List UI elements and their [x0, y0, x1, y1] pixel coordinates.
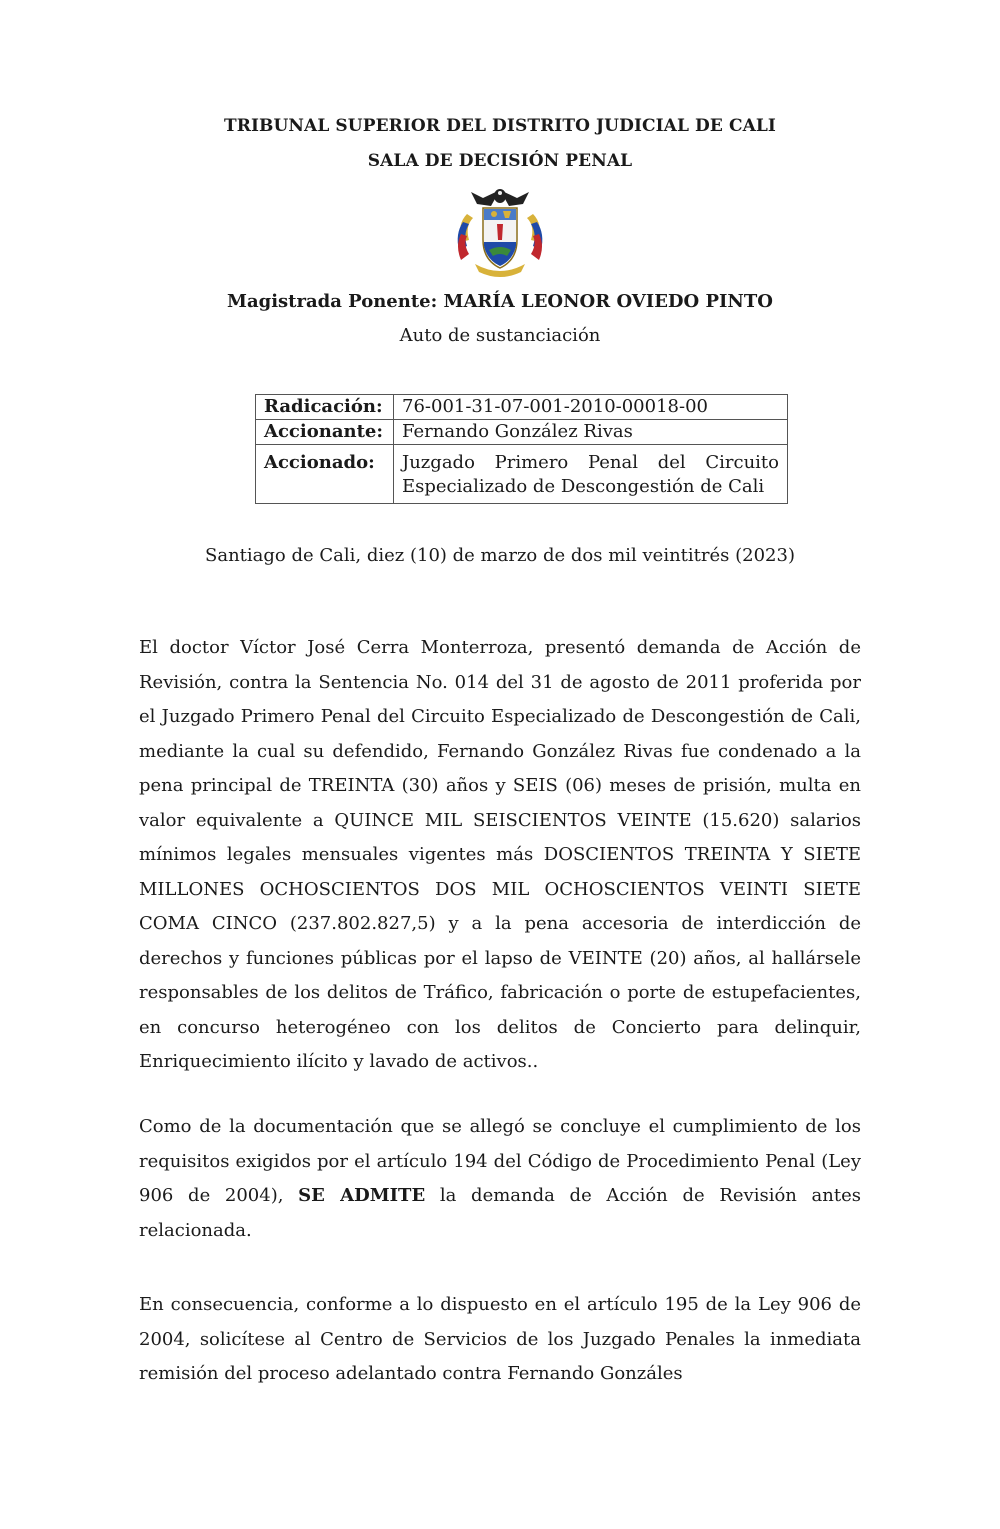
- colombia-coat-of-arms-icon: [447, 184, 553, 280]
- paragraph-consequence: En consecuencia, conforme a lo dispuesto en el artículo 195 de la Ley 906 de 2004, solicítese al Centro de Servicios de los Juzgado Penales la inmediata remisión del proceso adelantado contra Fernando Gonzáles: [139, 1294, 861, 1384]
- accionante-value: Fernando González Rivas: [394, 420, 788, 445]
- accionante-label: Accionante:: [256, 420, 394, 445]
- table-row: [256, 395, 788, 420]
- radicacion-label: Radicación:: [256, 395, 394, 420]
- table-row: [256, 420, 788, 445]
- chamber-title: SALA DE DECISIÓN PENAL: [367, 151, 633, 171]
- court-title: TRIBUNAL SUPERIOR DEL DISTRITO JUDICIAL DE CALI: [223, 116, 776, 136]
- case-info-table: [255, 394, 788, 504]
- accionado-label: Accionado:: [256, 445, 394, 504]
- paragraph-demand: El doctor Víctor José Cerra Monterroza, presentó demanda de Acción de Revisión, contra la Sentencia No. 014 del 31 de agosto de 2011 proferida por el Juzgado Primero Penal del Circuito Especializado de Descongestión de Cali, mediante la cual su defendido, Fernando González Rivas fue condenado a la pena principal de TREINTA (30) años y SEIS (06) meses de prisión, multa en valor equivalente a QUINCE MIL SEISCIENTOS VEINTE (15.620) salarios mínimos legales mensuales vigentes más DOSCIENTOS TREINTA Y SIETE MILLONES OCHOSCIENTOS DOS MIL OCHOSCIENTOS VEINTI SIETE COMA CINCO (237.802.827,5) y a la pena accesoria de interdicción de derechos y funciones públicas por el lapso de VEINTE (20) años, al hallársele responsables de los delitos de Tráfico, fabricación o porte de estupefacientes, en concurso heterogéneo con los delitos de Concierto para delinquir, Enriquecimiento ilícito y lavado de activos..: [139, 637, 861, 1072]
- admission-bold: SE ADMITE: [298, 1185, 426, 1206]
- paragraph-admission: [139, 1110, 861, 1248]
- ponente-line: [0, 291, 1000, 312]
- table-row: [256, 445, 788, 504]
- date-line: Santiago de Cali, diez (10) de marzo de dos mil veintitrés (2023): [205, 545, 795, 566]
- admission-text-start: Como de la documentación que se allegó se concluye el cumplimiento de los requisitos exigidos por el artículo 194 del Código de Procedimiento Penal (Ley 906 de 2004),: [139, 1116, 861, 1206]
- ponente-name: MARÍA LEONOR OVIEDO PINTO: [443, 291, 773, 312]
- accionado-value: Juzgado Primero Penal del Circuito Especializado de Descongestión de Cali: [394, 445, 788, 504]
- ponente-label: Magistrada Ponente:: [227, 291, 438, 312]
- document-type: Auto de sustanciación: [399, 325, 601, 346]
- admission-text-end: la demanda de Acción de Revisión antes relacionada.: [139, 1185, 862, 1241]
- radicacion-value: 76-001-31-07-001-2010-00018-00: [394, 395, 788, 420]
